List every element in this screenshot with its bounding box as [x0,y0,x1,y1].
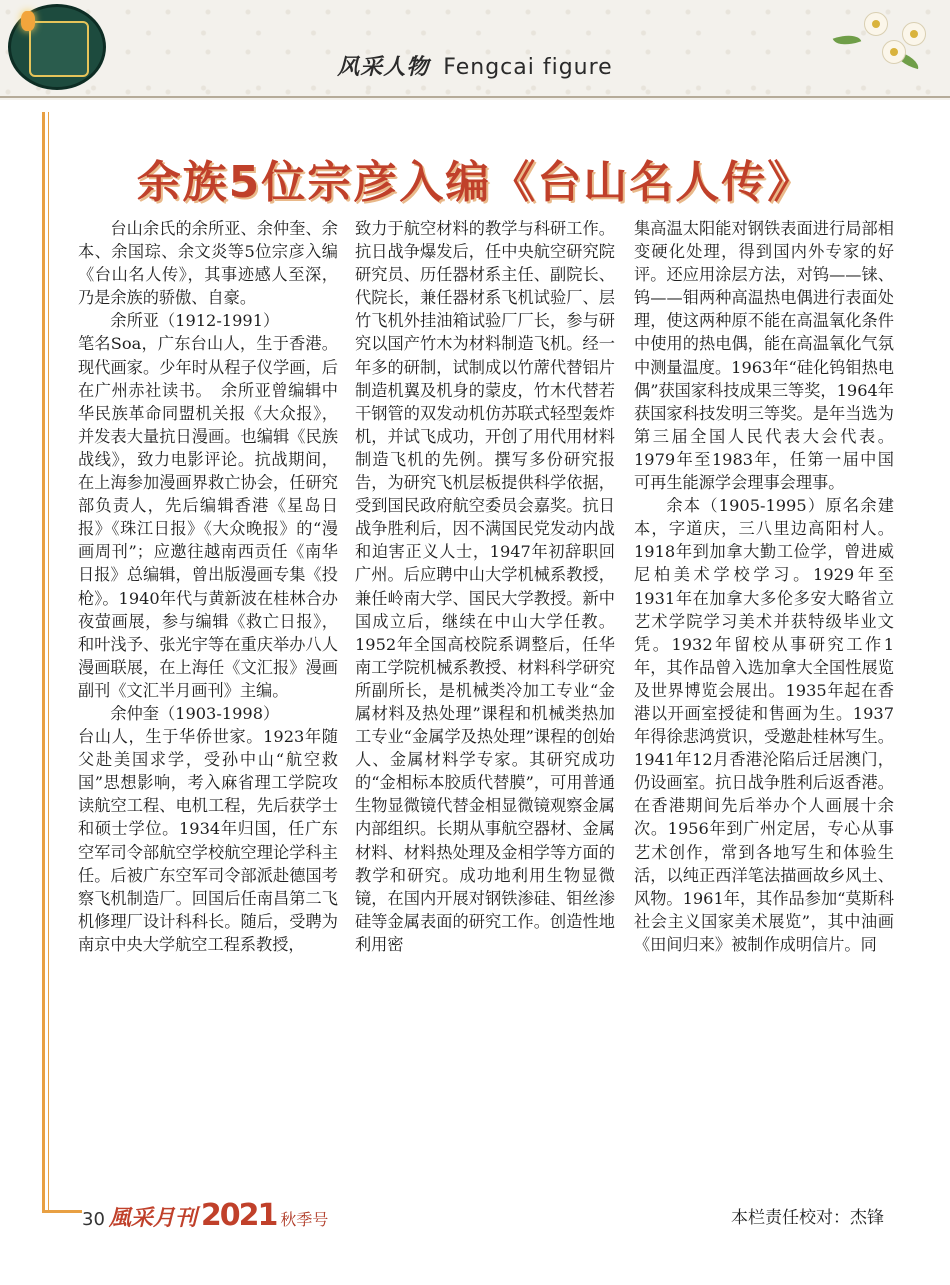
section-title-cn: 风采人物 [337,54,430,80]
article-paragraph: 台山人，生于华侨世家。1923年随父赴美国求学，受孙中山“航空救国”思想影响，考入麻省理工学院攻读航空工程、电机工程，先后获学士和硕士学位。1934年归国，任广东空军司令部航空学校航空理论学科主任。后被广东空军司令部派赴德国考察飞机制造厂。回国后任南昌第二飞机修理厂设计科科长。随后，受聘为南京中央大学航空工程系教授， [78,727,338,954]
magazine-year: 2021 [200,1198,277,1233]
section-title-en: Fengcai figure [443,55,613,80]
footer-magazine [82,1198,328,1232]
magazine-season: 秋季号 [280,1210,329,1229]
article-column-2 [355,217,615,1177]
page-header [0,0,950,100]
article-column-3 [634,217,894,1177]
article-paragraph: 笔名Soa，广东台山人，生于香港。现代画家。少年时从程子仪学画，后在广州赤社读书。 余所亚曾编辑中华民族革命同盟机关报《大众报》，并发表大量抗日漫画。也编辑《民族战线》，致力电影评论。抗战期间，在上海参加漫画界救亡协会，任研究部负责人，先后编辑香港《星岛日报》《珠江日报》《大众晚报》的“漫画周刊”；应邀往越南西贡任《南华日报》总编辑，曾出版漫画专集《投枪》。1940年代与黄新波在桂林合办夜萤画展，参与编辑《救亡日报》，和叶浅予、张光宇等在重庆举办八人漫画联展，在上海任《文汇报》漫画副刊《文汇半月画刊》主编。 [78,334,338,700]
bottom-border [42,1210,82,1213]
article-paragraph: 台山余氏的余所亚、余仲奎、余本、余国琮、余文炎等5位宗彦入编《台山名人传》，其事迹感人至深，乃是余族的骄傲、自豪。 [78,219,338,308]
section-title [0,50,950,81]
header-divider [0,96,950,98]
article-paragraph: 余所亚（1912-1991） [110,311,280,331]
article-paragraph: 余仲奎（1903-1998） [110,703,280,723]
article-column-1 [78,217,338,1177]
article-paragraph: 余本（1905-1995）原名余建本，字道庆，三八里边高阳村人。1918年到加拿大勤工俭学，曾进威尼柏美术学校学习。1929年至1931年在加拿大多伦多安大略省立艺术学院学习美术并获特级毕业文凭。1932年留校从事研究工作1年，其作品曾入选加拿大全国性展览及世界博览会展出。1935年起在香港以开画室授徒和售画为生。1937年得徐悲鸿赏识，受邀赴桂林写生。1941年12月香港沦陷后迁居澳门，仍设画室。抗日战争胜利后返香港。在香港期间先后举办个人画展十余次。1956年到广州定居，专心从事艺术创作，常到各地写生和体验生活，以纯正西洋笔法描画故乡风土、风物。1961年，其作品参加“莫斯科社会主义国家美术展览”，其中油画《田间归来》被制作成明信片。同 [634,496,894,954]
article-headline: 余族5位宗彦入编《台山名人传》 [136,157,814,208]
proofreader-credit: 本栏责任校对：杰锋 [731,1208,884,1228]
left-border-inner [48,112,49,1210]
left-border [42,112,45,1210]
page-number: 30 [82,1209,105,1230]
magazine-name: 風采月刊 [108,1205,197,1231]
article-paragraph: 致力于航空材料的教学与科研工作。抗日战争爆发后，任中央航空研究院研究员、历任器材系主任、副院长、代院长，兼任器材系飞机试验厂、层竹飞机外挂油箱试验厂厂长，参与研究以国产竹木为材料制造飞机。经一年多的研制，试制成以竹蓆代替铝片制造机翼及机身的蒙皮，竹木代替若干钢管的双发动机仿苏联式轻型轰炸机，并试飞成功，开创了用代用材料制造飞机的先例。撰写多份研究报告，为研究飞机层板提供科学依据，受到国民政府航空委员会嘉奖。抗日战争胜利后，因不满国民党发动内战和迫害正义人士，1947年初辞职回广州。后应聘中山大学机械系教授，兼任岭南大学、国民大学教授。新中国成立后，继续在中山大学任教。1952年全国高校院系调整后，任华南工学院机械系教授、材料科学研究所副所长，是机械类冷加工专业“金属材料及热处理”课程和机械类热加工专业“金属学及热处理”课程的创始人、金属材料学专家。其研究成功的“金相标本胶质代替膜”，可用普通生物显微镜代替金相显微镜观察金属内部组织。长期从事航空器材、金属材料、材料热处理及金相学等方面的教学和研究。成功地利用生物显微镜，在国内开展对钢铁渗硅、钼丝渗硅等金属表面的研究工作。创造性地利用密 [355,219,615,954]
article-paragraph: 集高温太阳能对钢铁表面进行局部相变硬化处理，得到国内外专家的好评。还应用涂层方法，对钨——铼、钨——钼两种高温热电偶进行表面处理，使这两种原不能在高温氧化条件中使用的热电偶，能在高温氧化气氛中测量温度。1963年“硅化钨钼热电偶”获国家科技成果三等奖，1964年获国家科技发明三等奖。是年当选为第三届全国人民代表大会代表。1979年至1983年，任第一届中国可再生能源学会理事会理事。 [634,219,894,493]
